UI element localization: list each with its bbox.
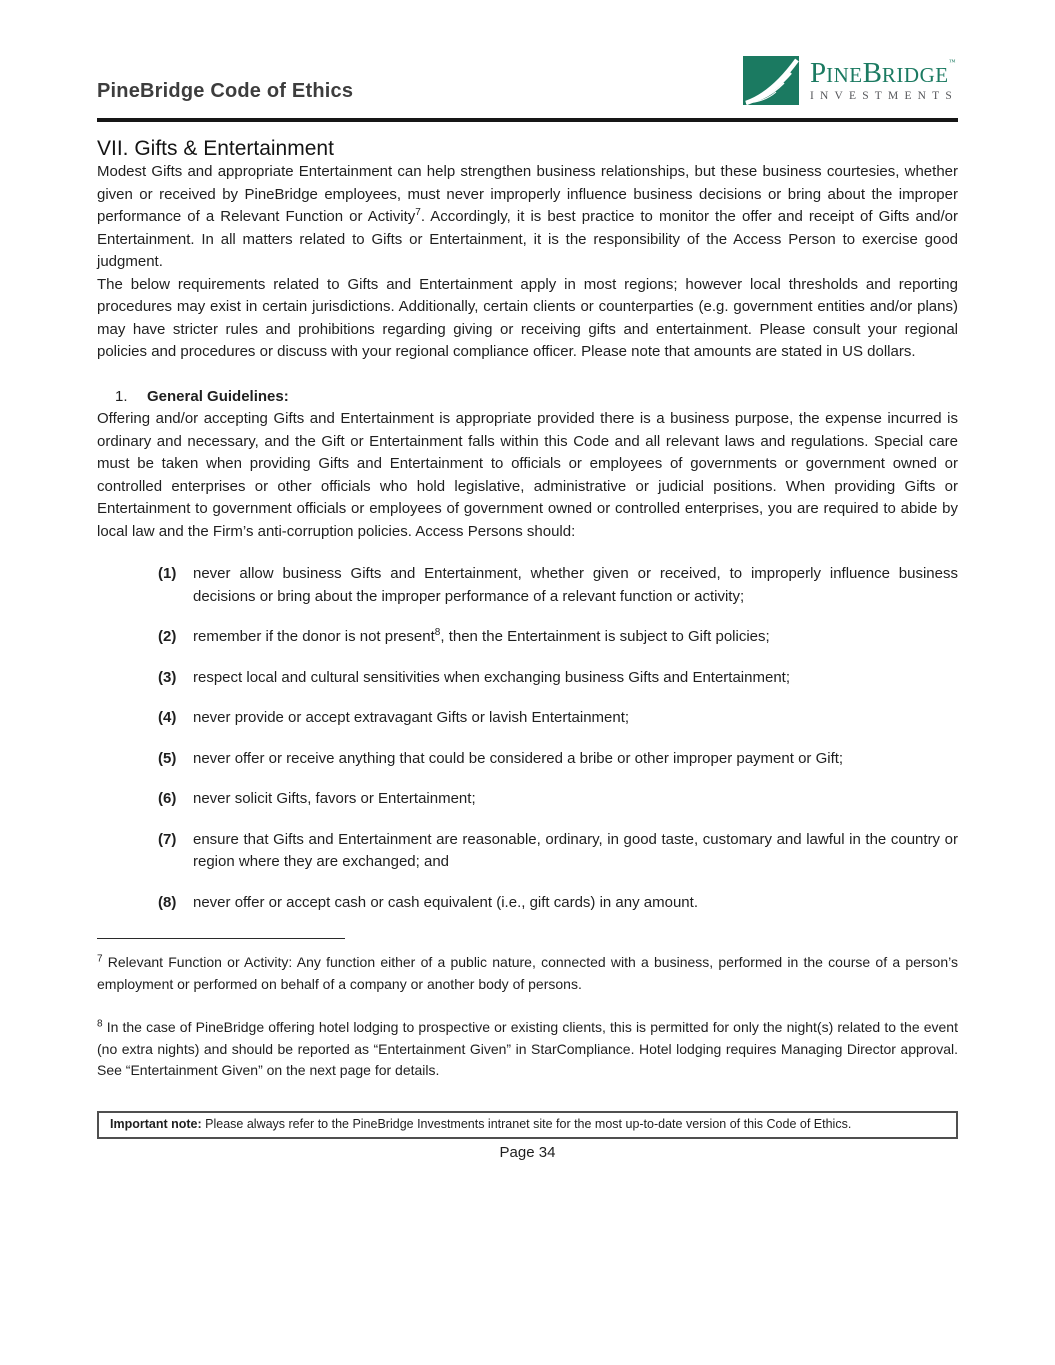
paragraph-text: . Accordingly, it is best practice to monitor the offer and receipt of Gifts and/or Entertainment. In all matters related to Gifts or Entertainment, it is the responsibility of the Access Person to exercise good judgment.	[97, 208, 959, 270]
footnote-text: Relevant Function or Activity: Any function either of a public nature, connected with a business, performed in the course of a person’s employment or performed on behalf of a company or another body of persons.	[97, 954, 958, 992]
list-item-number: (8)	[158, 893, 177, 911]
list-item-text-pre: remember if the donor is not present	[193, 628, 435, 645]
guidelines-heading: General Guidelines:	[147, 387, 289, 405]
list-item-number: (3)	[158, 668, 177, 686]
important-note-box	[97, 1111, 958, 1139]
footnote-ref-8: 8	[434, 627, 441, 638]
wordmark-part: P	[809, 57, 827, 89]
pinebridge-swoosh-icon	[743, 56, 799, 105]
list-item-text: never offer or receive anything that could be considered a bribe or other improper payment or Gift;	[193, 749, 844, 767]
list-item-number: (2)	[158, 628, 177, 645]
section-heading: VII. Gifts & Entertainment	[97, 137, 334, 160]
footnote-7	[97, 952, 958, 995]
list-item-text-post: , then the Entertainment is subject to Gift policies;	[440, 628, 770, 645]
list-item	[97, 788, 958, 811]
list-item	[97, 626, 958, 649]
list-item-text	[193, 626, 958, 649]
logo-wordmark-block	[810, 56, 958, 102]
wordmark-part: INE	[826, 63, 863, 87]
paragraph-text: Modest Gifts and appropriate Entertainment can help strengthen business relationships, but these business courtesies, whether given or received by PineBridge employees, must never improperly influence business decisions or bring about the improper performance of a Relevant Function or Activity	[97, 163, 958, 225]
guidelines-list	[97, 563, 958, 914]
guidelines-number: 1.	[115, 387, 128, 405]
footnote-ref-7: 7	[415, 207, 421, 218]
list-item-number: (4)	[158, 709, 177, 726]
footnote-text: In the case of PineBridge offering hotel lodging to prospective or existing clients, this is permitted for only the night(s) related to the event (no extra nights) and should be reported as “Entertainment Given” in StarCompliance. Hotel lodging requires Managing Director approval. See “Entertainment Given” on the next page for details.	[97, 1019, 958, 1078]
list-item	[97, 707, 958, 730]
document-title: PineBridge Code of Ethics	[97, 80, 354, 102]
page-number: Page 34	[499, 1143, 556, 1161]
important-note-text: Please always refer to the PineBridge Investments intranet site for the most up-to-date version of this Code of Ethics.	[201, 1116, 852, 1131]
guidelines-intro-paragraph: Offering and/or accepting Gifts and Entertainment is appropriate provided there is a business purpose, the expense incurred is ordinary and necessary, and the Gift or Entertainment falls within this Code and all relevant laws and regulations. Special care must be taken when providing Gifts and Entertainment to officials or employees of governments or government owned or controlled enterprises or other officials who hold legislative, administrative or judicial positions. When providing Gifts or Entertainment to government officials or employees of government owned or controlled enterprises, you are required to abide by local law and the Firm’s anti-corruption policies. Access Persons should:	[97, 410, 958, 540]
paragraph-intro-1	[97, 161, 958, 274]
list-item-number: (5)	[158, 749, 177, 767]
footnote-8	[97, 1017, 958, 1082]
list-item-text: never allow business Gifts and Entertainment, whether given or received, to improperly influence business decisions or bring about the improper performance of a relevant function or activity;	[193, 565, 958, 605]
list-item	[97, 667, 958, 690]
list-item	[97, 829, 958, 874]
list-item-number: (7)	[158, 830, 177, 848]
footnote-separator	[97, 938, 345, 939]
list-item-text: never solicit Gifts, favors or Entertainment;	[193, 790, 476, 807]
list-item	[97, 563, 958, 608]
list-item-number: (6)	[158, 790, 177, 807]
list-item-text: ensure that Gifts and Entertainment are reasonable, ordinary, in good taste, customary and lawful in the country or region where they are exchanged; and	[193, 830, 958, 870]
page-header	[97, 56, 958, 105]
list-item-number: (1)	[158, 565, 177, 582]
important-note-label: Important note:	[110, 1116, 202, 1131]
list-item-text: never offer or accept cash or cash equivalent (i.e., gift cards) in any amount.	[193, 893, 698, 911]
footnote-number: 8	[97, 1018, 103, 1030]
logo-wordmark	[810, 59, 956, 88]
list-item-text: never provide or accept extravagant Gifts or lavish Entertainment;	[193, 709, 630, 726]
wordmark-part: B	[862, 57, 882, 89]
wordmark-part: RIDGE	[881, 63, 949, 87]
footnotes-section	[97, 938, 958, 1082]
pinebridge-logo	[743, 56, 958, 105]
guidelines-heading-row	[97, 386, 958, 409]
list-item	[97, 748, 958, 771]
list-item	[97, 892, 958, 915]
footnote-number: 7	[97, 953, 103, 965]
paragraph-intro-2: The below requirements related to Gifts and Entertainment apply in most regions; however local thresholds and reporting procedures may exist in certain jurisdictions. Additionally, certain clients or counterparties (e.g. government entities and/or plans) may have stricter rules and prohibitions regarding giving or receiving gifts and entertainment. Please consult your regional policies and procedures or discuss with your regional compliance officer. Please note that amounts are stated in US dollars.	[97, 275, 958, 360]
trademark-mark: ™	[948, 58, 956, 66]
logo-subtitle: INVESTMENTS	[809, 90, 958, 102]
header-divider	[97, 118, 958, 122]
list-item-text: respect local and cultural sensitivities when exchanging business Gifts and Entertainment;	[193, 668, 790, 686]
